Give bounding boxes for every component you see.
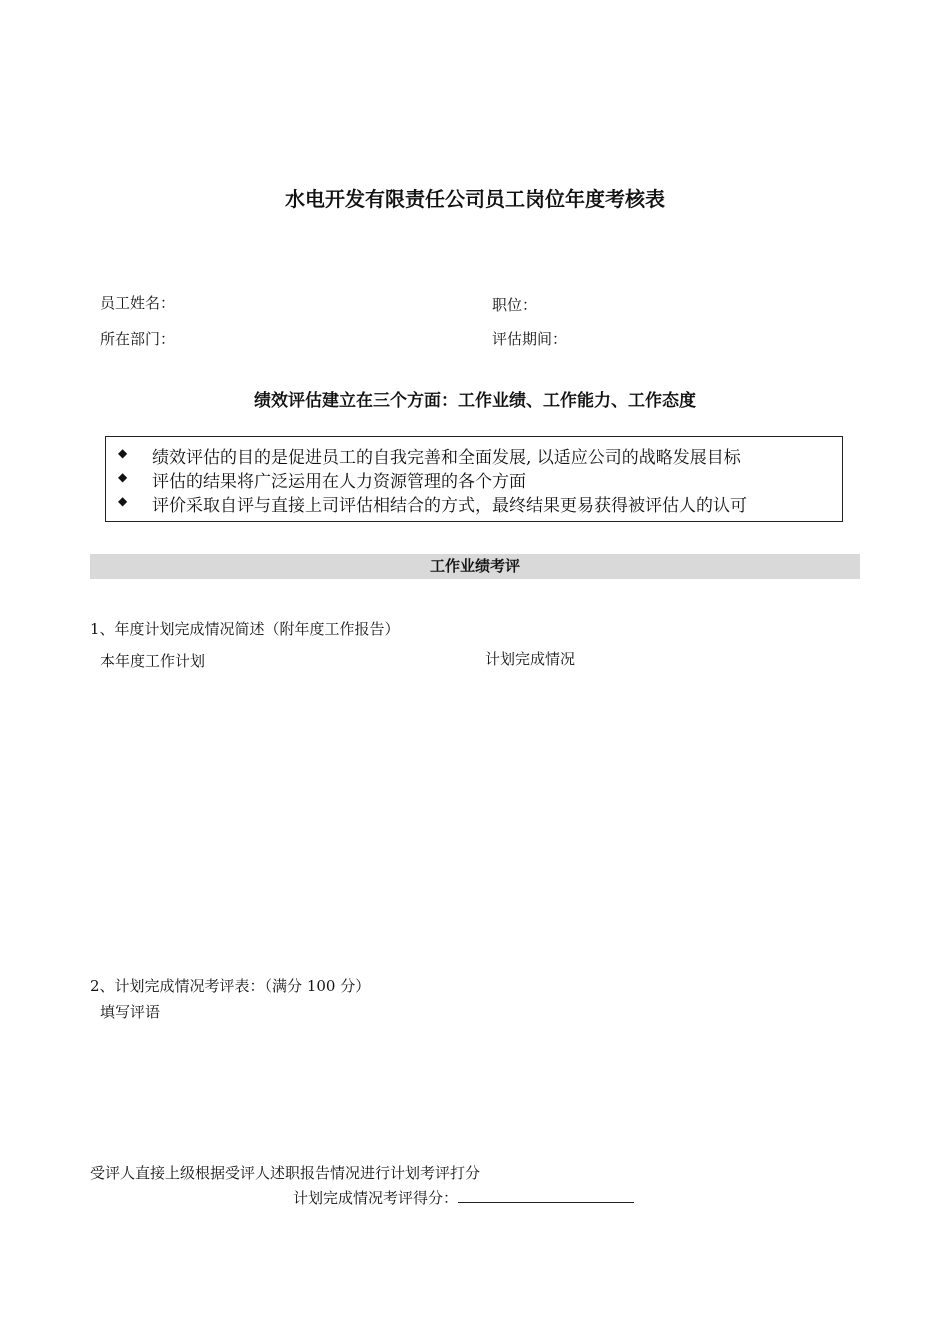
department-label: 所在部门：: [100, 330, 176, 348]
notice-item: ◆ 评估的结果将广泛运用在人力资源管理的各个方面: [118, 470, 526, 492]
comment-label: 填写评语: [100, 1003, 161, 1021]
evaluation-aspects-subtitle: 绩效评估建立在三个方面：工作业绩、工作能力、工作态度: [254, 391, 696, 411]
score-label: 计划完成情况考评得分：: [293, 1189, 459, 1207]
diamond-bullet-icon: ◆: [118, 470, 128, 484]
diamond-bullet-icon: ◆: [118, 494, 128, 508]
score-input-line[interactable]: [458, 1188, 634, 1203]
q2-heading: 2、计划完成情况考评表：（满分 100 分）: [90, 977, 371, 995]
scoring-note: 受评人直接上级根据受评人述职报告情况进行计划考评打分: [90, 1164, 481, 1182]
column-label-work-plan: 本年度工作计划: [100, 652, 206, 670]
position-label: 职位：: [492, 296, 538, 314]
notice-item: ◆ 绩效评估的目的是促进员工的自我完善和全面发展, 以适应公司的战略发展目标: [118, 446, 741, 468]
employee-name-label: 员工姓名：: [100, 294, 176, 312]
page-title: 水电开发有限责任公司员工岗位年度考核表: [285, 187, 665, 211]
notice-item: ◆ 评价采取自评与直接上司评估相结合的方式，最终结果更易获得被评估人的认可: [118, 494, 747, 516]
score-row: [293, 1187, 634, 1208]
diamond-bullet-icon: ◆: [118, 446, 128, 460]
q1-heading: 1、年度计划完成情况简述（附年度工作报告）: [90, 620, 400, 638]
notice-box: [105, 436, 843, 522]
column-label-plan-completion: 计划完成情况: [485, 650, 576, 668]
section-header-work-performance: 工作业绩考评: [90, 554, 860, 579]
evaluation-period-label: 评估期间：: [492, 330, 568, 348]
